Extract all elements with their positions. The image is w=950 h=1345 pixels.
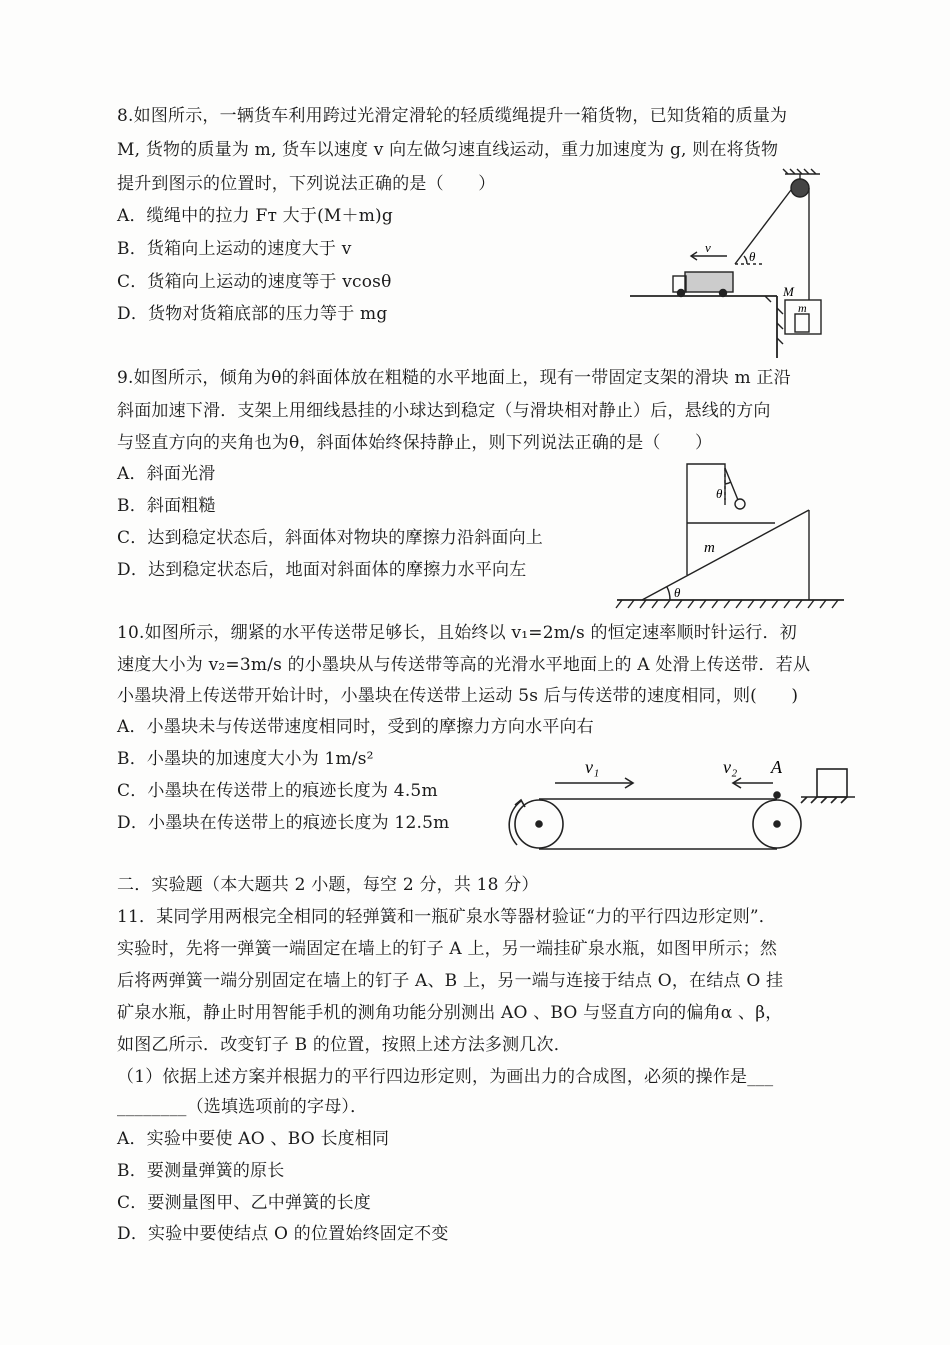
q9-fig-theta-bottom: θ (674, 585, 681, 600)
q9-option-c: C．达到稳定状态后，斜面体对物块的摩擦力沿斜面向上 (117, 528, 544, 548)
q11-option-c: C．要测量图甲、乙中弹簧的长度 (117, 1193, 372, 1213)
q11-stem-line-1: 11．某同学用两根完全相同的轻弹簧和一瓶矿泉水等器材验证“力的平行四边形定则”． (117, 907, 777, 927)
q11-option-d: D．实验中要使结点 O 的位置始终固定不变 (117, 1224, 449, 1244)
q10-stem-line-1: 10.如图所示，绷紧的水平传送带足够长，且始终以 v₁=2m/s 的恒定速率顺时针运行．初 (117, 623, 797, 643)
q9-option-a: A．斜面光滑 (117, 464, 216, 484)
q9-stem-line-3: 与竖直方向的夹角也为θ，斜面体始终保持静止，则下列说法正确的是（ ） (117, 433, 713, 453)
q8-truck-pulley-figure (625, 168, 840, 363)
q8-fig-m-label: m (798, 301, 807, 315)
q10-fig-v2-label: v₂ (723, 757, 738, 777)
q11-sub1-line-1: （1）依据上述方案并根据力的平行四边形定则，为画出力的合成图，必须的操作是___ (117, 1067, 774, 1087)
q11-stem-line-5: 如图乙所示．改变钉子 B 的位置，按照上述方法多测几次． (117, 1035, 571, 1055)
q8-option-d: D．货物对货箱底部的压力等于 mg (117, 304, 388, 324)
q10-fig-v1-label: v₁ (585, 757, 600, 777)
q10-stem-line-2: 速度大小为 v₂=3m/s 的小墨块从与传送带等高的光滑水平地面上的 A 处滑上传送带．若从 (117, 655, 811, 675)
q8-option-c: C．货箱向上运动的速度等于 vcosθ (117, 272, 392, 292)
q10-option-d: D．小墨块在传送带上的痕迹长度为 12.5m (117, 813, 450, 833)
q10-option-c: C．小墨块在传送带上的痕迹长度为 4.5m (117, 781, 438, 801)
q9-fig-theta-top: θ (716, 486, 723, 501)
q10-option-a: A．小墨块未与传送带速度相同时，受到的摩擦力方向水平向右 (117, 717, 594, 737)
q11-stem-line-4: 矿泉水瓶，静止时用智能手机的测角功能分别测出 AO 、BO 与竖直方向的偏角α 、β， (117, 1003, 783, 1023)
q9-stem-line-1: 9.如图所示，倾角为θ的斜面体放在粗糙的水平地面上，现有一带固定支架的滑块 m 正沿 (117, 368, 791, 388)
q8-fig-theta-label: θ (749, 249, 756, 264)
q10-option-b: B．小墨块的加速度大小为 1m/s² (117, 749, 374, 769)
q11-stem-line-3: 后将两弹簧一端分别固定在墙上的钉子 A、B 上，另一端与连接于结点 O，在结点 O 挂 (117, 971, 784, 991)
q9-incline-figure (612, 460, 847, 610)
q11-sub1-line-2: ________（选填选项前的字母）． (117, 1097, 368, 1117)
section2-heading: 二．实验题（本大题共 2 小题，每空 2 分，共 18 分） (117, 875, 539, 895)
q8-fig-M-label: M (783, 284, 794, 299)
q11-option-a: A．实验中要使 AO 、BO 长度相同 (117, 1129, 390, 1149)
q10-conveyor-figure (505, 745, 860, 855)
q10-stem-line-3: 小墨块滑上传送带开始计时，小墨块在传送带上运动 5s 后与传送带的速度相同，则( ) (117, 686, 799, 706)
q11-option-b: B．要测量弹簧的原长 (117, 1161, 285, 1181)
q8-fig-v-label: v (705, 240, 711, 255)
q8-option-a: A．缆绳中的拉力 Fт 大于(M＋m)g (117, 206, 393, 226)
q11-stem-line-2: 实验时，先将一弹簧一端固定在墙上的钉子 A 上，另一端挂矿泉水瓶，如图甲所示；然 (117, 939, 778, 959)
q8-stem-line-1: 8.如图所示，一辆货车利用跨过光滑定滑轮的轻质缆绳提升一箱货物，已知货箱的质量为 (117, 106, 788, 126)
q8-option-b: B．货箱向上运动的速度大于 v (117, 239, 352, 259)
q9-fig-m-label: m (704, 540, 715, 556)
q10-fig-A-label: A (771, 757, 782, 777)
q9-option-b: B．斜面粗糙 (117, 496, 216, 516)
q9-option-d: D．达到稳定状态后，地面对斜面体的摩擦力水平向左 (117, 560, 527, 580)
q8-stem-line-2: M, 货物的质量为 m, 货车以速度 v 向左做匀速直线运动，重力加速度为 g, 则在将货物 (117, 140, 779, 160)
q9-stem-line-2: 斜面加速下滑．支架上用细线悬挂的小球达到稳定（与滑块相对静止）后，悬线的方向 (117, 401, 771, 421)
q8-stem-line-3: 提升到图示的位置时，下列说法正确的是（ ） (117, 174, 496, 194)
